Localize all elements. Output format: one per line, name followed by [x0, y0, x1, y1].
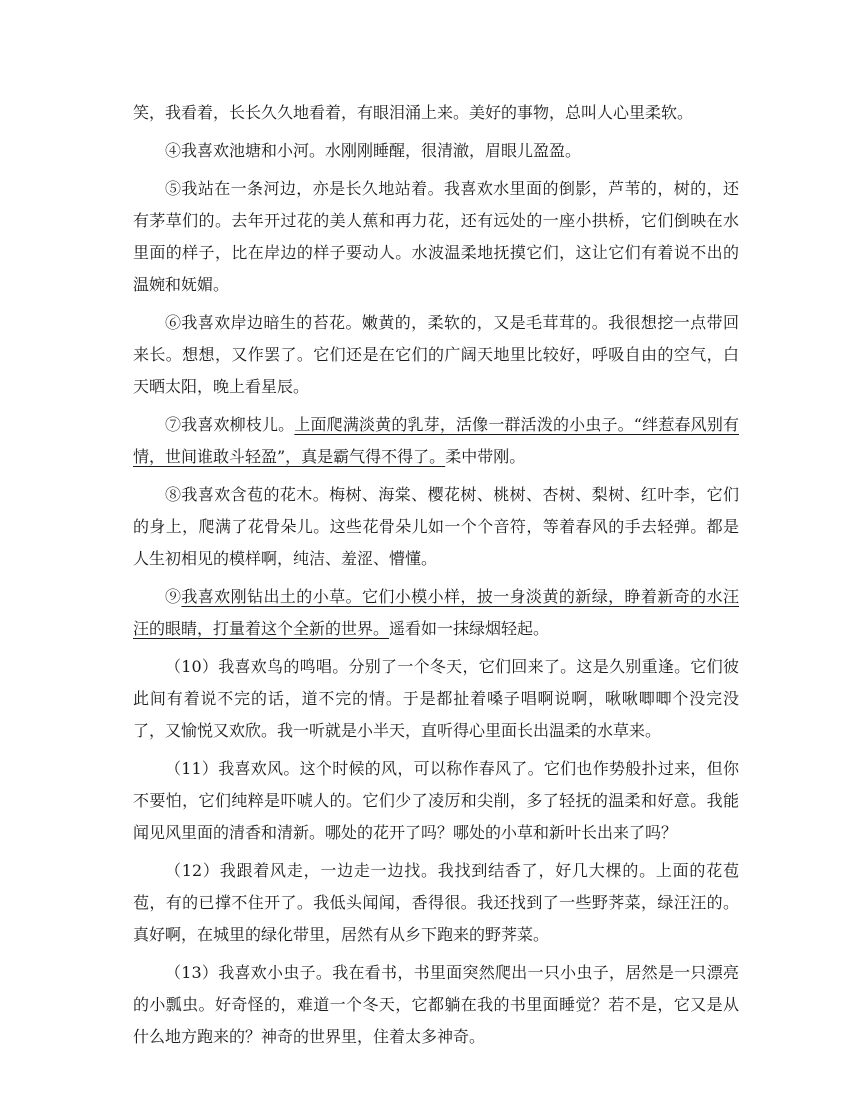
- paragraph-8: ⑧我喜欢含苞的花木。梅树、海棠、樱花树、桃树、杏树、梨树、红叶李，它们的身上，爬满了花骨朵儿。这些花骨朵儿如一个个音符，等着春风的手去轻弹。都是人生初相见的模样啊，纯洁、羞涩、懵懂。: [133, 485, 739, 568]
- paragraph-9-tail: 遥看如一抹绿烟轻起。: [389, 619, 550, 638]
- paragraph-6: ⑥我喜欢岸边暗生的苔花。嫩黄的，柔软的，又是毛茸茸的。我很想挖一点带回来长。想想，又作罢了。它们还是在它们的广阔天地里比较好，呼吸自由的空气，白天晒太阳，晚上看星辰。: [133, 313, 739, 396]
- paragraph-5: ⑤我站在一条河边，亦是长久地站着。我喜欢水里面的倒影，芦苇的，树的，还有茅草们的。去年开过花的美人蕉和再力花，还有远处的一座小拱桥，它们倒映在水里面的样子，比在岸边的样子要动人。水波温柔地抚摸它们，这让它们有着说不出的温婉和妩媚。: [133, 179, 739, 294]
- paragraph-11: （11）我喜欢风。这个时候的风，可以称作春风了。它们也作势般扑过来，但你不要怕，它们纯粹是吓唬人的。它们少了凌厉和尖削，多了轻抚的温柔和好意。我能闻见风里面的清香和清新。哪处的花开了吗？哪处的小草和新叶长出来了吗？: [133, 759, 739, 842]
- paragraph-9: [133, 581, 739, 645]
- paragraph-7-underlined: 上面爬满淡黄的乳芽，活像一群活泼的小虫子。“绊惹春风别有情，世间谁敢斗轻盈”，真是霸气得不得了。: [133, 415, 739, 466]
- paragraph-7-lead: ⑦我喜欢柳枝儿。: [165, 415, 295, 434]
- paragraph-7: [133, 409, 739, 473]
- paragraph-continuation: 笑，我看着，长长久久地看着，有眼泪涌上来。美好的事物，总叫人心里柔软。: [133, 103, 694, 122]
- paragraph-10: （10）我喜欢鸟的鸣唱。分别了一个冬天，它们回来了。这是久别重逢。它们彼此间有着说不完的话，道不完的情。于是都扯着嗓子唱啊说啊，啾啾唧唧个没完没了，又愉悦又欢欣。我一听就是小半天，直听得心里面长出温柔的水草来。: [133, 657, 739, 740]
- paragraph-13: （13）我喜欢小虫子。我在看书，书里面突然爬出一只小虫子，居然是一只漂亮的小瓢虫。好奇怪的，难道一个冬天，它都躺在我的书里面睡觉？若不是，它又是从什么地方跑来的？神奇的世界里，住着太多神奇。: [133, 963, 739, 1046]
- paragraph-4: ④我喜欢池塘和小河。水刚刚睡醒，很清澈，眉眼儿盈盈。: [165, 141, 582, 160]
- document-page: [133, 97, 739, 1059]
- paragraph-9-underlined: 我喜欢刚钻出土的小草。它们小模小样，披一身淡黄的新绿，睁着新奇的水汪汪的眼睛，打量着这个全新的世界。: [133, 587, 739, 638]
- paragraph-7-tail: 柔中带刚。: [445, 447, 526, 466]
- paragraph-9-lead: ⑨: [165, 587, 182, 606]
- paragraph-12: （12）我跟着风走，一边走一边找。我找到结香了，好几大棵的。上面的花苞苞，有的已撑不住开了。我低头闻闻，香得很。我还找到了一些野荠菜，绿汪汪的。真好啊，在城里的绿化带里，居然有从乡下跑来的野荠菜。: [133, 861, 739, 944]
